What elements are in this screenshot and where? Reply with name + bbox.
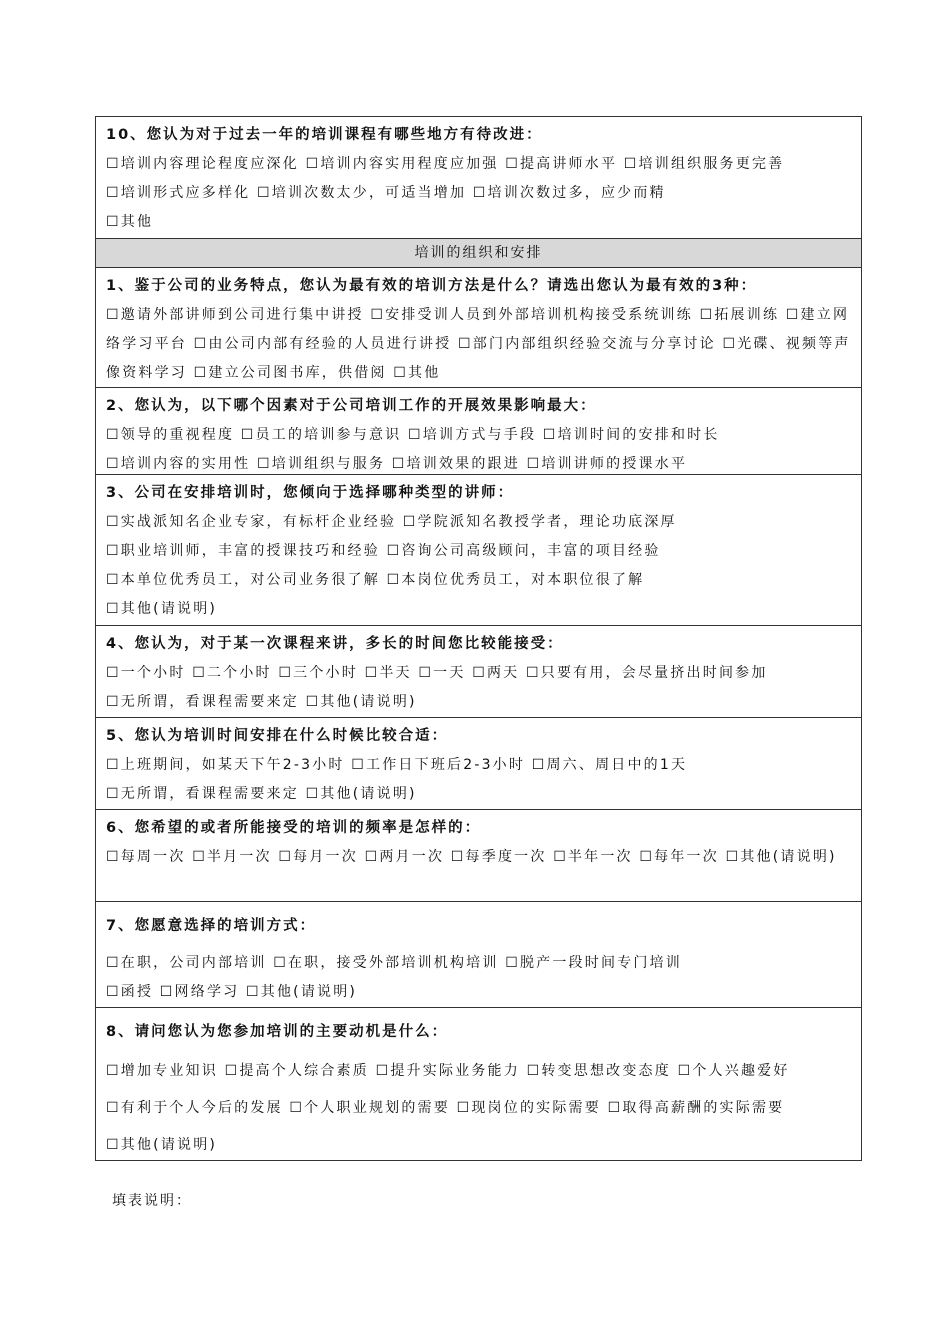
option-line[interactable]: ☐其他(请说明) [106,601,218,617]
option-line[interactable]: ☐无所谓，看课程需要来定 ☐其他(请说明) [106,786,417,802]
question-2 [96,388,861,475]
option-line[interactable]: ☐职业培训师，丰富的授课技巧和经验 ☐咨询公司高级顾问，丰富的项目经验 [106,543,661,559]
question-1 [96,268,861,388]
option-line[interactable]: ☐上班期间，如某天下午2-3小时 ☐工作日下班后2-3小时 ☐周六、周日中的1天 [106,757,688,773]
question-title: 6、您希望的或者所能接受的培训的频率是怎样的： [106,820,482,836]
option-line[interactable]: ☐培训内容的实用性 ☐培训组织与服务 ☐培训效果的跟进 ☐培训讲师的授课水平 [106,456,688,472]
question-title: 7、您愿意选择的培训方式： [106,918,317,934]
option-line[interactable]: ☐领导的重视程度 ☐员工的培训参与意识 ☐培训方式与手段 ☐培训时间的安排和时长 [106,427,720,443]
option-line[interactable]: ☐有利于个人今后的发展 ☐个人职业规划的需要 ☐现岗位的实际需要 ☐取得高薪酬的实际需要 [106,1100,785,1116]
option-line[interactable]: ☐其他(请说明) [106,1137,218,1153]
question-title: 10、您认为对于过去一年的培训课程有哪些地方有待改进： [106,127,543,143]
question-6 [96,810,861,902]
question-5 [96,718,861,810]
option-paragraph[interactable]: ☐邀请外部讲师到公司进行集中讲授 ☐安排受训人员到外部培训机构接受系统训练 ☐拓展训练 ☐建立网络学习平台 ☐由公司内部有经验的人员进行讲授 ☐部门内部组织经验交流与分享讨论 ☐光碟、视频等声像资料学习 ☐建立公司图书库，供借阅 ☐其他 [106,307,851,381]
question-3 [96,475,861,626]
question-title: 4、您认为，对于某一次课程来讲，多长的时间您比较能接受： [106,636,564,652]
option-line[interactable]: ☐培训内容理论程度应深化 ☐培训内容实用程度应加强 ☐提高讲师水平 ☐培训组织服务更完善 [106,156,785,172]
option-paragraph[interactable]: ☐每周一次 ☐半月一次 ☐每月一次 ☐两月一次 ☐每季度一次 ☐半年一次 ☐每年一次 ☐其他(请说明) [106,849,837,865]
option-line[interactable]: ☐增加专业知识 ☐提高个人综合素质 ☐提升实际业务能力 ☐转变思想改变态度 ☐个人兴趣爱好 [106,1063,790,1079]
form-notes-label: 填表说明： [112,1193,192,1209]
question-8 [96,1008,861,1160]
option-line[interactable]: ☐实战派知名企业专家，有标杆企业经验 ☐学院派知名教授学者，理论功底深厚 [106,514,677,530]
question-4 [96,626,861,718]
question-title: 8、请问您认为您参加培训的主要动机是什么： [106,1024,449,1040]
question-title: 2、您认为，以下哪个因素对于公司培训工作的开展效果影响最大： [106,398,597,414]
question-title: 1、鉴于公司的业务特点，您认为最有效的培训方法是什么？请选出您认为最有效的3种： [106,278,758,294]
option-line[interactable]: ☐培训形式应多样化 ☐培训次数太少，可适当增加 ☐培训次数过多，应少而精 [106,185,666,201]
option-line[interactable]: ☐本单位优秀员工，对公司业务很了解 ☐本岗位优秀员工，对本职位很了解 [106,572,645,588]
option-line[interactable]: ☐函授 ☐网络学习 ☐其他(请说明) [106,984,358,1000]
survey-form [95,116,862,1161]
option-line[interactable]: ☐无所谓，看课程需要来定 ☐其他(请说明) [106,694,417,710]
option-line[interactable]: ☐在职，公司内部培训 ☐在职，接受外部培训机构培训 ☐脱产一段时间专门培训 [106,955,682,971]
section-band: 培训的组织和安排 [96,239,861,268]
question-7 [96,902,861,1008]
option-line[interactable]: ☐其他 [106,214,154,230]
question-title: 3、公司在安排培训时，您倾向于选择哪种类型的讲师： [106,485,515,501]
option-line[interactable]: ☐一个小时 ☐二个小时 ☐三个小时 ☐半天 ☐一天 ☐两天 ☐只要有用，会尽量挤出时间参加 [106,665,768,681]
question-title: 5、您认为培训时间安排在什么时候比较合适： [106,728,449,744]
question-10 [96,117,861,239]
